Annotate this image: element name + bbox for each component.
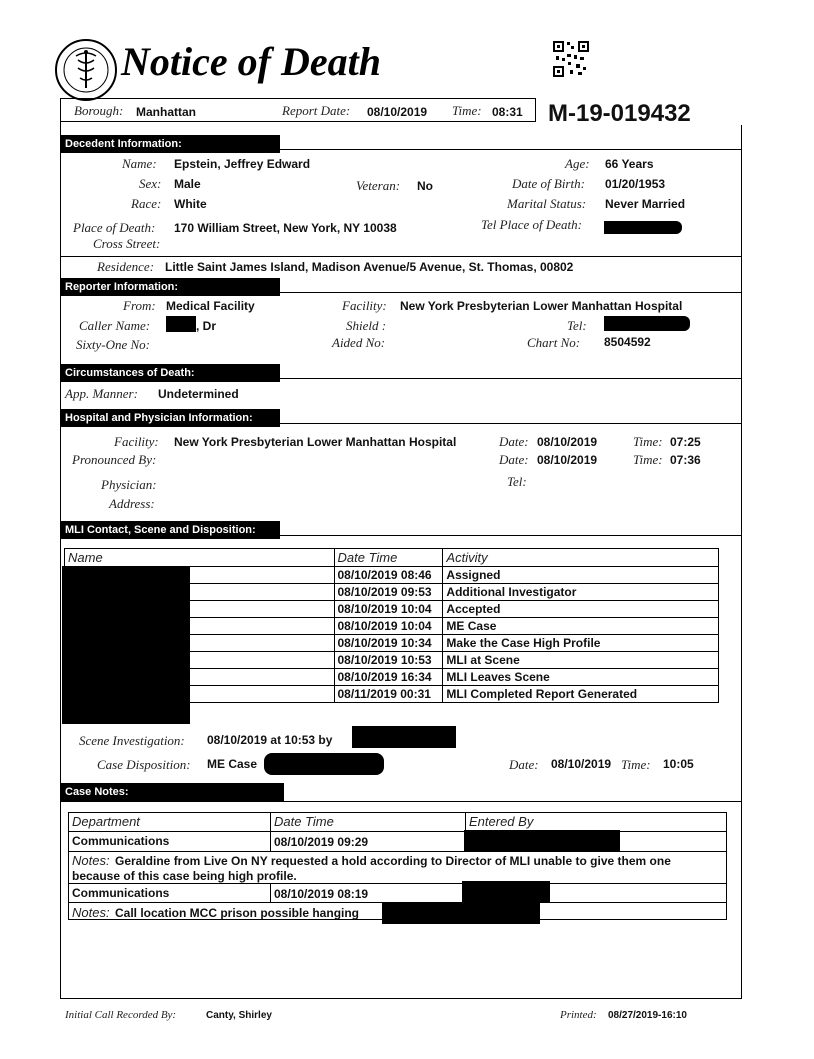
medical-examiner-seal — [54, 38, 118, 102]
case-disposition-label: Case Disposition: — [97, 757, 191, 772]
aided-no-label: Aided No: — [332, 335, 386, 350]
report-time-value: 08:31 — [492, 105, 523, 119]
table-cell: Assigned — [443, 567, 719, 584]
disposition-time-value: 10:05 — [663, 757, 694, 771]
table-cell: Make the Case High Profile — [443, 635, 719, 652]
notes-label: Notes: — [72, 905, 110, 920]
borough-label: Borough: — [74, 103, 124, 118]
hospital-facility-value: New York Presbyterian Lower Manhattan Hospital — [174, 435, 457, 449]
race-value: White — [174, 197, 207, 211]
section-circumstances: Circumstances of Death: — [60, 364, 280, 382]
age-value: 66 Years — [605, 157, 654, 171]
column-header: Department — [72, 814, 140, 829]
dob-label: Date of Birth: — [512, 176, 585, 191]
pronounced-by-label: Pronounced By: — [72, 452, 157, 467]
place-of-death-value: 170 William Street, New York, NY 10038 — [174, 221, 397, 235]
residence-label: Residence: — [97, 259, 155, 274]
age-label: Age: — [565, 156, 590, 171]
table-cell: 08/10/2019 10:04 — [334, 601, 443, 618]
caller-suffix: , Dr — [196, 319, 217, 333]
hospital-date1-value: 08/10/2019 — [537, 435, 598, 449]
printed-value: 08/27/2019-16:10 — [608, 1010, 687, 1021]
hospital-time1-value: 07:25 — [670, 435, 701, 449]
caller-name-label: Caller Name: — [79, 318, 151, 333]
from-value: Medical Facility — [166, 299, 255, 313]
table-cell: ME Case — [443, 618, 719, 635]
name-value: Epstein, Jeffrey Edward — [174, 157, 311, 171]
printed-label: Printed: — [560, 1009, 597, 1021]
report-date-label: Report Date: — [282, 103, 351, 118]
disposition-date-label: Date: — [509, 757, 539, 772]
column-header: Name — [65, 549, 335, 567]
hospital-date2-value: 08/10/2019 — [537, 453, 598, 467]
case-disposition-value: ME Case — [207, 757, 258, 771]
table-cell: MLI Completed Report Generated — [443, 686, 719, 703]
sixty-one-label: Sixty-One No: — [76, 337, 151, 352]
table-cell: 08/10/2019 10:53 — [334, 652, 443, 669]
table-cell: 08/10/2019 10:04 — [334, 618, 443, 635]
redaction — [352, 726, 456, 748]
physician-label: Physician: — [101, 477, 157, 492]
place-of-death-label: Place of Death: — [73, 220, 156, 235]
table-cell: MLI at Scene — [443, 652, 719, 669]
case-number: M-19-019432 — [548, 100, 691, 127]
note-datetime: 08/10/2019 08:19 — [274, 887, 369, 901]
app-manner-value: Undetermined — [158, 387, 239, 401]
hospital-date2-label: Date: — [499, 452, 529, 467]
hospital-date1-label: Date: — [499, 434, 529, 449]
initial-call-label: Initial Call Recorded By: — [65, 1009, 177, 1021]
reporter-facility-label: Facility: — [342, 298, 387, 313]
page-title: Notice of Death — [121, 39, 381, 84]
from-label: From: — [123, 298, 156, 313]
shield-label: Shield : — [346, 318, 387, 333]
section-case-notes: Case Notes: — [60, 783, 284, 801]
hospital-time2-label: Time: — [633, 452, 663, 467]
table-header-row — [65, 549, 719, 567]
qr-code — [552, 40, 590, 78]
redaction — [604, 221, 682, 234]
table-cell: 08/10/2019 16:34 — [334, 669, 443, 686]
scene-investigation-label: Scene Investigation: — [79, 733, 185, 748]
note-datetime: 08/10/2019 09:29 — [274, 835, 369, 849]
column-header: Date Time — [334, 549, 443, 567]
note-text-line2: because of this case being high profile. — [72, 869, 297, 883]
disposition-date-value: 08/10/2019 — [551, 757, 612, 771]
table-cell: 08/10/2019 10:34 — [334, 635, 443, 652]
note-department: Communications — [72, 834, 170, 848]
table-cell: Accepted — [443, 601, 719, 618]
column-header: Date Time — [274, 814, 334, 829]
dob-value: 01/20/1953 — [605, 177, 666, 191]
redaction — [462, 881, 550, 903]
name-label: Name: — [122, 156, 157, 171]
table-cell: 08/10/2019 08:46 — [334, 567, 443, 584]
table-cell: 08/10/2019 09:53 — [334, 584, 443, 601]
disposition-time-label: Time: — [621, 757, 651, 772]
report-time-label: Time: — [452, 103, 482, 118]
redaction — [62, 566, 190, 724]
veteran-label: Veteran: — [356, 178, 401, 193]
table-cell: Additional Investigator — [443, 584, 719, 601]
scene-investigation-value: 08/10/2019 at 10:53 by — [207, 733, 333, 747]
hospital-time2-value: 07:36 — [670, 453, 701, 467]
redaction — [382, 902, 540, 924]
redaction — [604, 316, 690, 331]
note-text-line1: Call location MCC prison possible hanging — [115, 906, 360, 920]
veteran-value: No — [417, 179, 433, 193]
borough-value: Manhattan — [136, 105, 196, 119]
section-reporter: Reporter Information: — [60, 278, 280, 296]
address-label: Address: — [109, 496, 155, 511]
section-decedent: Decedent Information: — [60, 135, 280, 153]
table-cell: 08/11/2019 00:31 — [334, 686, 443, 703]
notes-label: Notes: — [72, 853, 110, 868]
redaction — [264, 753, 384, 775]
sex-label: Sex: — [139, 176, 162, 191]
sex-value: Male — [174, 177, 201, 191]
reporter-facility-value: New York Presbyterian Lower Manhattan Hospital — [400, 299, 683, 313]
chart-no-value: 8504592 — [604, 335, 651, 349]
residence-value: Little Saint James Island, Madison Avenue/5 Avenue, St. Thomas, 00802 — [165, 260, 574, 274]
note-department: Communications — [72, 886, 170, 900]
redaction — [166, 316, 196, 332]
section-hospital: Hospital and Physician Information: — [60, 409, 280, 427]
chart-no-label: Chart No: — [527, 335, 581, 350]
report-date-value: 08/10/2019 — [367, 105, 428, 119]
cross-street-label: Cross Street: — [93, 236, 161, 251]
table-cell: MLI Leaves Scene — [443, 669, 719, 686]
tel-place-label: Tel Place of Death: — [481, 217, 582, 232]
reporter-tel-label: Tel: — [567, 318, 587, 333]
section-mli: MLI Contact, Scene and Disposition: — [60, 521, 280, 539]
app-manner-label: App. Manner: — [65, 386, 138, 401]
initial-call-value: Canty, Shirley — [206, 1010, 272, 1021]
note-text-line1: Geraldine from Live On NY requested a hold according to Director of MLI unable to give them one — [115, 854, 671, 868]
hospital-tel-label: Tel: — [507, 474, 527, 489]
column-header: Entered By — [469, 814, 534, 829]
marital-status-value: Never Married — [605, 197, 686, 211]
race-label: Race: — [131, 196, 162, 211]
marital-status-label: Marital Status: — [507, 196, 587, 211]
redaction — [464, 830, 620, 852]
column-header: Activity — [443, 549, 719, 567]
hospital-time1-label: Time: — [633, 434, 663, 449]
hospital-facility-label: Facility: — [114, 434, 159, 449]
